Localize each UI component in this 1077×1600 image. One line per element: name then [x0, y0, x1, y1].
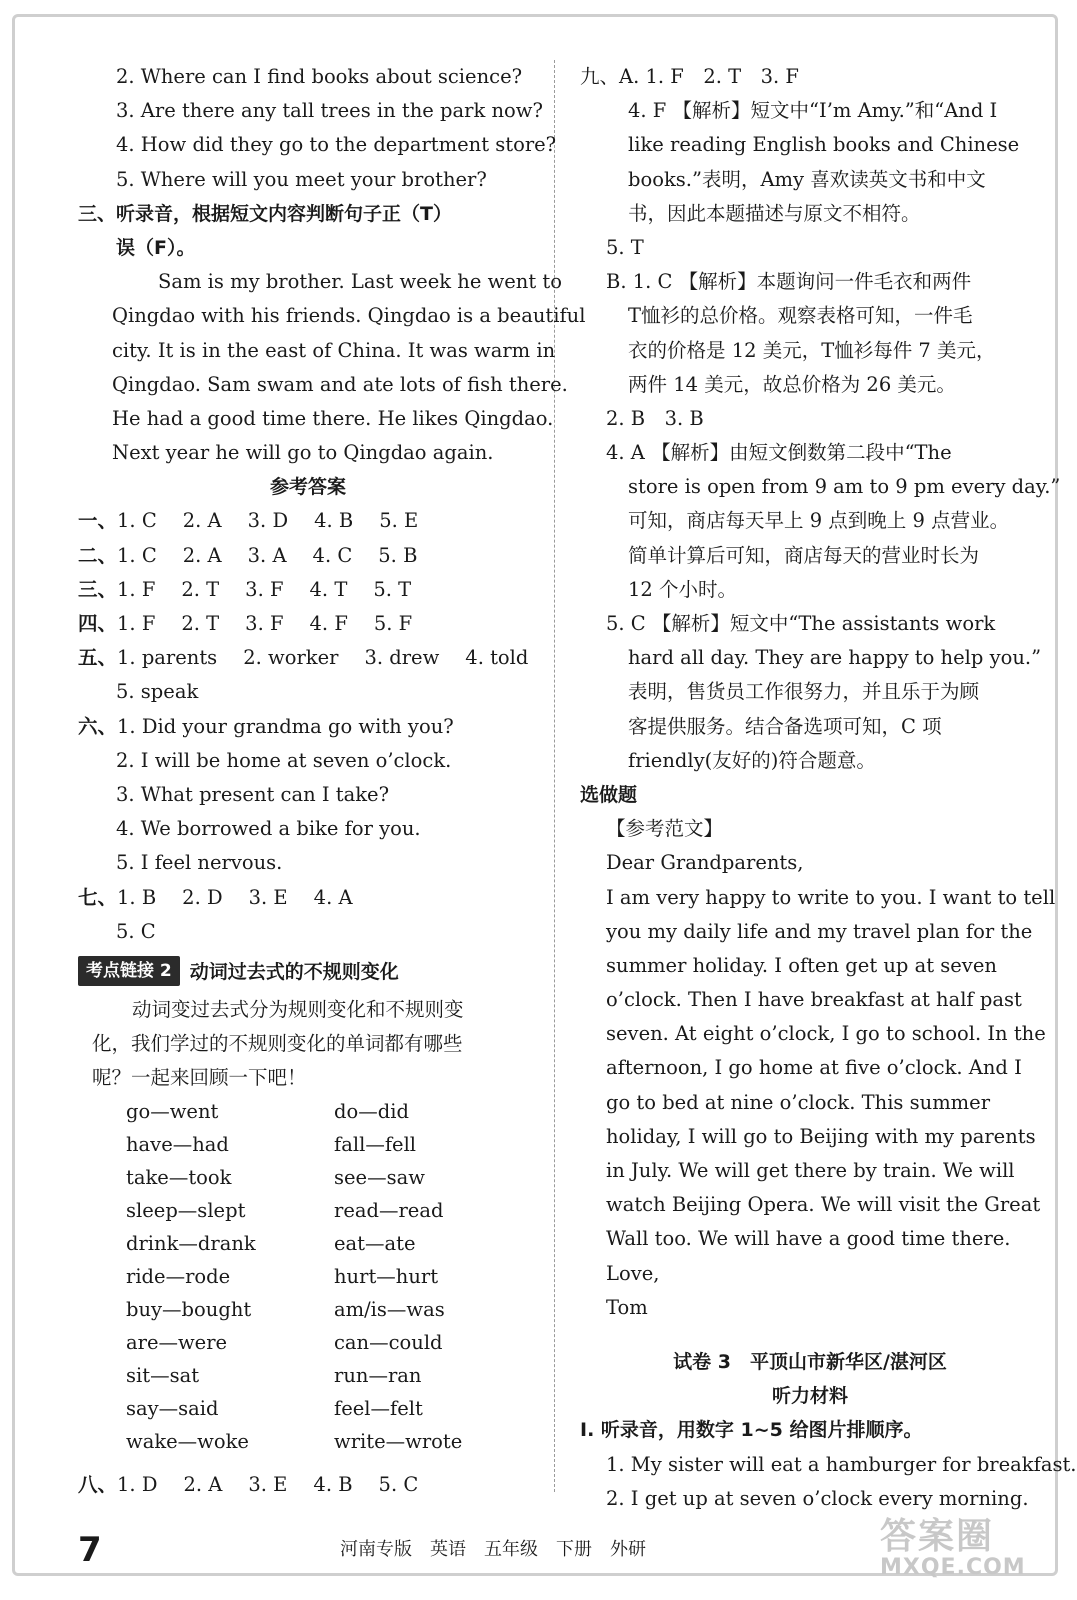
link-intro-line: 化，我们学过的不规则变化的单词都有哪些 [92, 1032, 463, 1056]
analysis-line: hard all day. They are happy to help you.” [628, 646, 1042, 670]
analysis-line: 客提供服务。结合备选项可知，C 项 [628, 714, 942, 738]
answer-label: 六、 [78, 714, 118, 738]
letter-line: o’clock. Then I have breakfast at half past [606, 988, 1022, 1012]
verb-pair: have—had [126, 1133, 229, 1157]
letter-line: in July. We will get there by train. We will [606, 1159, 1015, 1182]
answer-row-3 [78, 573, 538, 607]
letter-line: seven. At eight o’clock, I go to school. In the [606, 1022, 1046, 1046]
answer-label: 五、 [78, 646, 118, 670]
answer-row-6 [78, 710, 538, 744]
answer-item: 5. F [373, 612, 413, 635]
right-column [580, 60, 1077, 1516]
answer-item: 5. E [379, 509, 419, 533]
verb-pair: feel—felt [334, 1397, 423, 1421]
answer-item: 4. B [314, 509, 354, 533]
link-intro-line: 呢？一起来回顾一下吧！ [92, 1066, 307, 1090]
verb-pair: hurt—hurt [334, 1265, 439, 1289]
verb-table [78, 1095, 538, 1458]
paper-title: 试卷 3 平顶山市新华区/湛河区 [673, 1350, 947, 1373]
answer-item: 1. D [117, 1473, 158, 1497]
answer-row-9: 九、A. 1. F 2. T 3. F [580, 65, 799, 88]
passage-line: Qingdao with his friends. Qingdao is a beautiful [112, 304, 586, 328]
letter-line: summer holiday. I often get up at seven [606, 953, 997, 977]
question-line: 4. How did they go to the department store? [116, 133, 557, 157]
verb-pair: run—ran [334, 1364, 422, 1388]
letter-line: you my daily life and my travel plan for the [606, 919, 1033, 943]
answer-item: 2. T [181, 577, 220, 601]
answer-item: 2. worker [243, 646, 339, 670]
letter-greeting: Dear Grandparents, [606, 851, 804, 875]
verb-pair: go—went [126, 1100, 219, 1124]
sample-heading: 【参考范文】 [606, 817, 724, 841]
answer-item: 1. C [117, 509, 157, 533]
analysis-line: friendly(友好的)符合题意。 [628, 748, 876, 772]
passage-line: Sam is my brother. Last week he went to [158, 270, 562, 294]
analysis-line: 简单计算后可知，商店每天的营业时长为 [628, 543, 980, 567]
answer-item: 3. What present can I take? [116, 782, 390, 806]
analysis-line: 4. A 【解析】由短文倒数第二段中“The [606, 441, 952, 465]
verb-pair: read—read [334, 1199, 444, 1223]
letter-line: go to bed at nine o’clock. This summer [606, 1090, 991, 1114]
answer-item: 3. drew [364, 646, 440, 670]
letter-line: I am very happy to write to you. I want to tell [606, 885, 1056, 909]
analysis-line: T恤衫的总价格。观察表格可知，一件毛 [628, 304, 973, 328]
question-line: 3. Are there any tall trees in the park now? [116, 99, 543, 123]
footer-edition: 河南专版 英语 五年级 下册 外研 [340, 1539, 646, 1560]
section-3-title: 三、听录音，根据短文内容判断句子正（T） [78, 202, 452, 225]
answer-item: 4. We borrowed a bike for you. [116, 817, 421, 841]
verb-pair: sleep—slept [126, 1199, 246, 1223]
answer-item: 2. A [182, 543, 222, 567]
answer-item: 1. parents [117, 646, 218, 670]
link-intro-line: 动词变过去式分为规则变化和不规则变 [132, 997, 464, 1021]
verb-pair: do—did [334, 1100, 409, 1124]
answer-label: 一、 [78, 509, 118, 533]
answer-item: 3. A [247, 543, 287, 567]
answer-item: 5. I feel nervous. [116, 851, 283, 875]
answer-item: 4. B [313, 1473, 353, 1497]
answer-row-8 [78, 1468, 538, 1502]
letter-signature: Tom [606, 1295, 648, 1319]
section-3-title-cont: 误（F）。 [116, 236, 196, 259]
answer-item: 4. T [309, 577, 348, 601]
verb-pair: fall—fell [334, 1133, 417, 1157]
analysis-line: books.”表明，Amy 喜欢读英文书和中文 [628, 167, 986, 191]
listening-line: 2. I get up at seven o’clock every morning. [606, 1486, 1029, 1510]
analysis-line: 衣的价格是 12 美元，T恤衫每件 7 美元， [628, 338, 996, 362]
answer-label: 四、 [78, 612, 118, 635]
analysis-line: 两件 14 美元，故总价格为 26 美元。 [628, 372, 956, 396]
page-number: 7 [78, 1530, 102, 1570]
part-1-title: Ⅰ. 听录音，用数字 1~5 给图片排顺序。 [580, 1419, 923, 1442]
answer-item: 5. speak [116, 680, 199, 704]
question-line: 2. Where can I find books about science? [116, 65, 523, 88]
answer-item: 3. E [248, 885, 288, 909]
analysis-line: 12 个小时。 [628, 577, 738, 601]
answer-label: 七、 [78, 885, 118, 909]
analysis-line: 5. C 【解析】短文中“The assistants work [606, 612, 996, 635]
answer-item: 1. F [117, 612, 156, 635]
answer-row-4 [78, 607, 538, 641]
answer-item: 3. F [245, 577, 284, 601]
verb-pair: wake—woke [126, 1430, 249, 1454]
answer-item: 5. C [116, 919, 156, 943]
question-line: 5. Where will you meet your brother? [116, 167, 487, 191]
answer-item: 3. F [245, 612, 284, 635]
letter-line: holiday, I will go to Beijing with my parents [606, 1124, 1036, 1148]
analysis-line: 4. F 【解析】短文中“I’m Amy.”和“And I [628, 99, 998, 123]
verb-pair: ride—rode [126, 1265, 231, 1289]
knowledge-link-title: 动词过去式的不规则变化 [189, 961, 399, 984]
passage-line: Next year he will go to Qingdao again. [112, 441, 494, 465]
answer-item: 2. D [182, 885, 223, 909]
left-column [78, 60, 586, 1503]
verb-pair: can—could [334, 1331, 443, 1355]
answer-item: 3. E [248, 1473, 288, 1497]
verb-pair: take—took [126, 1166, 232, 1190]
answer-item: 4. A [313, 885, 353, 909]
watermark-text: 答案圈 [880, 1516, 995, 1557]
analysis-line: 可知，商店每天早上 9 点到晚上 9 点营业。 [628, 509, 1010, 533]
analysis-line: 书，因此本题描述与原文不相符。 [628, 201, 921, 225]
answer-item: 5. B [378, 543, 418, 567]
answer-item: 5. C [378, 1473, 419, 1497]
answer-row-5 [78, 641, 538, 675]
answer-item: 2. A [183, 1473, 223, 1497]
verb-pair: am/is—was [334, 1298, 445, 1322]
passage-line: Qingdao. Sam swam and ate lots of fish there. [112, 372, 568, 396]
answer-item: 2. B 3. B [606, 406, 704, 430]
analysis-line: store is open from 9 am to 9 pm every day.” [628, 475, 1061, 499]
letter-closing: Love, [606, 1261, 660, 1285]
knowledge-link-header [78, 953, 538, 989]
verb-pair: write—wrote [334, 1430, 463, 1454]
page-footer [78, 1528, 978, 1572]
knowledge-link-tag: 考点链接 2 [78, 956, 180, 986]
answer-item: 3. D [247, 509, 289, 533]
verb-pair: are—were [126, 1331, 228, 1355]
answer-item: 2. A [182, 509, 222, 533]
watermark-url: MXQE.COM [880, 1555, 1026, 1580]
answer-label: 二、 [78, 543, 118, 567]
answer-item: 5. T [373, 577, 412, 601]
verb-pair: buy—bought [126, 1298, 252, 1322]
analysis-line: 表明，售货员工作很努力，并且乐于为顾 [628, 680, 980, 704]
answer-item: 4. told [465, 646, 529, 670]
answer-item: 2. T [181, 612, 220, 635]
answer-item: 4. F [309, 612, 348, 635]
listening-line: 1. My sister will eat a hamburger for breakfast. [606, 1452, 1077, 1476]
verb-pair: drink—drank [126, 1232, 256, 1256]
answer-item: 2. I will be home at seven o’clock. [116, 748, 452, 772]
letter-line: Wall too. We will have a good time there. [606, 1227, 1011, 1251]
analysis-line: like reading English books and Chinese [628, 133, 1020, 157]
answer-item: 1. Did your grandma go with you? [117, 714, 454, 738]
answer-item: 1. C [117, 543, 157, 567]
letter-line: afternoon, I go home at five o’clock. And I [606, 1056, 1022, 1080]
answer-item: 4. C [312, 543, 353, 567]
answer-row-2 [78, 539, 538, 573]
listening-heading: 听力材料 [771, 1385, 848, 1408]
answer-row-7 [78, 881, 538, 915]
answer-item: 1. F [117, 577, 156, 601]
passage-line: He had a good time there. He likes Qingdao. [112, 406, 554, 430]
verb-pair: say—said [126, 1397, 219, 1421]
passage-line: city. It is in the east of China. It was warm in [112, 338, 556, 362]
analysis-line: B. 1. C 【解析】本题询问一件毛衣和两件 [606, 270, 972, 294]
answer-label: 八、 [78, 1473, 118, 1497]
answer-row-1 [78, 504, 538, 538]
answer-label: 三、 [78, 577, 118, 601]
answers-heading: 参考答案 [269, 476, 346, 499]
verb-pair: sit—sat [126, 1364, 200, 1388]
watermark-logo [880, 1518, 1026, 1580]
letter-line: watch Beijing Opera. We will visit the Great [606, 1193, 1041, 1217]
verb-pair: see—saw [334, 1166, 425, 1190]
answer-item: 5. T [606, 235, 644, 259]
optional-heading: 选做题 [580, 783, 638, 806]
verb-pair: eat—ate [334, 1232, 416, 1256]
answer-item: 1. B [117, 885, 157, 909]
